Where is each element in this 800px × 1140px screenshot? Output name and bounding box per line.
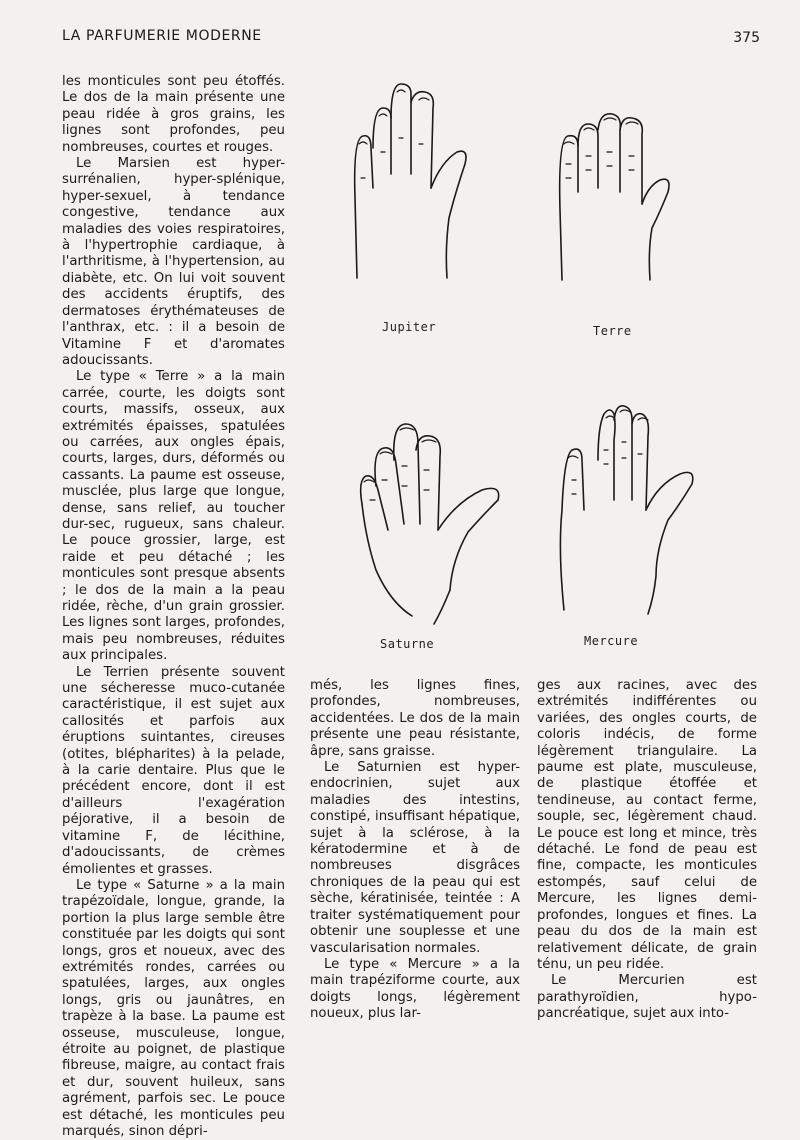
paragraph: Le type « Mercure » a la main trapéziforme courte, aux doigts longs, légèrement noueux, plus lar- bbox=[310, 956, 520, 1022]
running-title: LA PARFUMERIE MODERNE bbox=[62, 28, 262, 44]
paragraph: Le Saturnien est hyper-endocrinien, sujet aux maladies des intestins, constipé, insuffisant hépatique, sujet à la sclérose, à la kératodermine et à de nombreuses disgrâces chroniques de la peau qui est sèche, kératinisée, teintée : A traiter systématiquement pour obtenir une souplesse et une vascularisation normales. bbox=[310, 760, 520, 956]
page-number: 375 bbox=[733, 30, 760, 46]
paragraph: Le Marsien est hyper-surrénalien, hyper-splénique, hyper-sexuel, à tendance congestive, tendance aux maladies des voies respiratoires, à l'hypertrophie cardiaque, à l'arthritisme, à l'hypertension, au diabète, etc. On lui voit souvent des accidents éruptifs, des dermatoses érythémateuses de l'anthrax, etc. : il a besoin de Vitamine F et d'aromates adoucissants. bbox=[62, 156, 285, 368]
text-column-left bbox=[62, 74, 285, 1140]
paragraph: ges aux racines, avec des extrémités indifférentes ou variées, des ongles courts, de coloris indécis, de forme légèrement triangulaire. La paume est plate, musculeuse, de plastique étoffée et tendineuse, au contact ferme, souple, sec, légèrement chaud. Le pouce est long et mince, très détaché. Le fond de peau est fine, compacte, les monticules estompés, sauf celui de Mercure, les lignes demi-profondes, longues et fines. La peau du dos de la main est relativement délicate, de grain ténu, un peu ridée. bbox=[537, 678, 757, 972]
paragraph: les monticules sont peu étoffés. Le dos de la main présente une peau ridée à gros grains, les lignes sont profondes, peu nombreuses, courtes et rouges. bbox=[62, 74, 285, 155]
paragraph: Le type « Saturne » a la main trapézoïdale, longue, grande, la portion la plus large semble être constituée par les doigts qui sont longs, gros et noueux, avec des extrémités rondes, carrées ou spatulées, larges, aux ongles longs, gris ou jaunâtres, en trapèze à la base. La paume est osseuse, musculeuse, longue, étroite au poignet, de plastique fibreuse, maigre, au contact frais et dur, souvent huileux, sans agrément, parfois sec. Le pouce est détaché, les monticules peu marqués, sinon dépri- bbox=[62, 877, 285, 1139]
paragraph: Le Terrien présente souvent une sécheresse muco-cutanée caractéristique, il est sujet aux callosités et parfois aux éruptions suintantes, cireuses (otites, blépharites) à la pelade, à la carie dentaire. Plus que le précédent encore, dont il est d'ailleurs l'exagération péjorative, il a besoin de vitamine F, de lécithine, d'adoucissants, de crèmes émolientes et grasses. bbox=[62, 664, 285, 877]
paragraph: Le Mercurien est parathyroïdien, hypo-pancréatique, sujet aux into- bbox=[537, 973, 757, 1022]
text-column-right bbox=[537, 678, 757, 1023]
paragraph: més, les lignes fines, profondes, nombreuses, accidentées. Le dos de la main présente une peau résistante, âpre, sans graisse. bbox=[310, 678, 520, 759]
text-column-middle bbox=[310, 678, 520, 1023]
figure-caption-saturne: Saturne bbox=[380, 637, 435, 651]
figure-caption-terre: Terre bbox=[593, 324, 632, 338]
figure-caption-mercure: Mercure bbox=[584, 634, 639, 648]
hand-drawing-jupiter bbox=[345, 78, 475, 288]
hand-drawing-mercure bbox=[552, 400, 702, 620]
figure-caption-jupiter: Jupiter bbox=[382, 320, 437, 334]
paragraph: Le type « Terre » a la main carrée, courte, les doigts sont courts, massifs, osseux, aux extrémités épaisses, spatulées ou carrées, aux ongles épais, courts, larges, durs, déformés ou cassants. La paume est osseuse, musclée, plus large que longue, dense, sans relief, au toucher dur-sec, rugueux, sans chaleur. Le pouce grossier, large, est raide et peu détaché ; les monticules sont presque absents ; le dos de la main a la peau ridée, rèche, d'un grain grossier. Les lignes sont larges, profondes, mais peu nombreuses, réduites aux principales. bbox=[62, 369, 285, 664]
hand-drawing-saturne bbox=[352, 420, 522, 630]
hand-drawing-terre bbox=[552, 100, 682, 290]
